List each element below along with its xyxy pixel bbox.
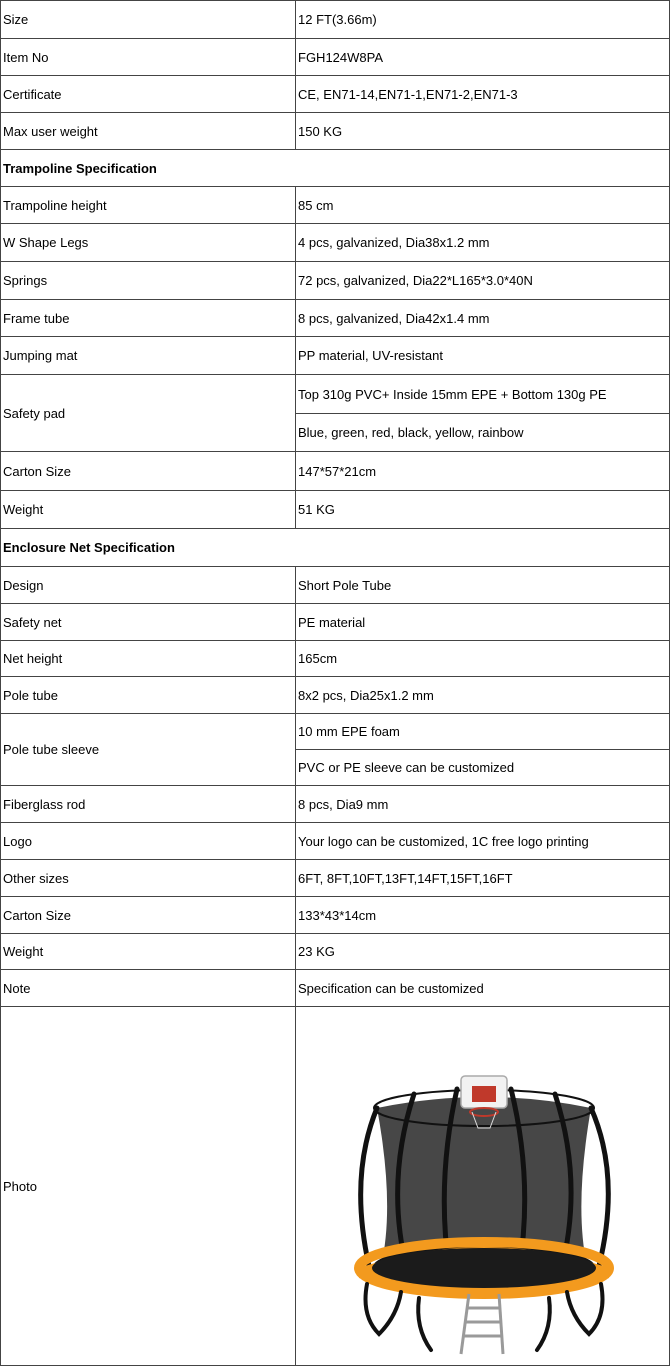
- spec-label: Logo: [1, 823, 296, 860]
- spec-row: [1, 823, 670, 860]
- spec-row: [1, 337, 670, 375]
- spec-label: Size: [1, 1, 296, 39]
- spec-label: Max user weight: [1, 113, 296, 150]
- spec-row: [1, 300, 670, 337]
- section-header-row: [1, 150, 670, 187]
- spec-label: Note: [1, 970, 296, 1007]
- spec-value: Your logo can be customized, 1C free logo printing: [296, 823, 670, 860]
- spec-value: 150 KG: [296, 113, 670, 150]
- spec-value: Top 310g PVC+ Inside 15mm EPE + Bottom 130g PE: [296, 375, 670, 414]
- spec-row: [1, 187, 670, 224]
- spec-label: W Shape Legs: [1, 224, 296, 262]
- spec-label: Jumping mat: [1, 337, 296, 375]
- section-title-enclosure: Enclosure Net Specification: [1, 529, 670, 567]
- photo-row: [1, 1007, 670, 1366]
- spec-label: Net height: [1, 641, 296, 677]
- spec-label: Weight: [1, 491, 296, 529]
- spec-value: PP material, UV-resistant: [296, 337, 670, 375]
- spec-row: [1, 491, 670, 529]
- spec-value: 12 FT(3.66m): [296, 1, 670, 39]
- spec-value: Short Pole Tube: [296, 567, 670, 604]
- spec-label: Pole tube: [1, 677, 296, 714]
- spec-row: [1, 113, 670, 150]
- photo-cell: [296, 1007, 670, 1366]
- spec-label: Pole tube sleeve: [1, 714, 296, 786]
- section-header-row: [1, 529, 670, 567]
- spec-value: CE, EN71-14,EN71-1,EN71-2,EN71-3: [296, 76, 670, 113]
- spec-label: Frame tube: [1, 300, 296, 337]
- spec-row: [1, 567, 670, 604]
- spec-label: Carton Size: [1, 897, 296, 934]
- spec-value: 23 KG: [296, 934, 670, 970]
- spec-value: 147*57*21cm: [296, 452, 670, 491]
- spec-label: Item No: [1, 39, 296, 76]
- spec-row: [1, 1, 670, 39]
- trampoline-image: [339, 1016, 629, 1356]
- spec-value: PVC or PE sleeve can be customized: [296, 750, 670, 786]
- section-title-trampoline: Trampoline Specification: [1, 150, 670, 187]
- spec-value: 72 pcs, galvanized, Dia22*L165*3.0*40N: [296, 262, 670, 300]
- spec-value: 85 cm: [296, 187, 670, 224]
- photo-label: Photo: [1, 1007, 296, 1366]
- spec-value: 8x2 pcs, Dia25x1.2 mm: [296, 677, 670, 714]
- spec-row: [1, 262, 670, 300]
- spec-row: [1, 970, 670, 1007]
- spec-value: 51 KG: [296, 491, 670, 529]
- spec-value: 8 pcs, galvanized, Dia42x1.4 mm: [296, 300, 670, 337]
- spec-row: [1, 641, 670, 677]
- spec-label: Trampoline height: [1, 187, 296, 224]
- spec-row: [1, 786, 670, 823]
- spec-value: 165cm: [296, 641, 670, 677]
- spec-value: 10 mm EPE foam: [296, 714, 670, 750]
- spec-row: [1, 76, 670, 113]
- spec-value: 6FT, 8FT,10FT,13FT,14FT,15FT,16FT: [296, 860, 670, 897]
- spec-row: [1, 934, 670, 970]
- spec-label: Fiberglass rod: [1, 786, 296, 823]
- spec-label: Safety net: [1, 604, 296, 641]
- spec-label: Other sizes: [1, 860, 296, 897]
- spec-row: [1, 224, 670, 262]
- spec-label: Springs: [1, 262, 296, 300]
- spec-label: Weight: [1, 934, 296, 970]
- spec-value: 133*43*14cm: [296, 897, 670, 934]
- spec-row: [1, 714, 670, 750]
- spec-value: PE material: [296, 604, 670, 641]
- spec-row: [1, 860, 670, 897]
- spec-row: [1, 604, 670, 641]
- spec-row: [1, 375, 670, 414]
- spec-label: Carton Size: [1, 452, 296, 491]
- spec-row: [1, 897, 670, 934]
- spec-value: 4 pcs, galvanized, Dia38x1.2 mm: [296, 224, 670, 262]
- spec-label: Certificate: [1, 76, 296, 113]
- spec-value: Specification can be customized: [296, 970, 670, 1007]
- spec-label: Safety pad: [1, 375, 296, 452]
- spec-row: [1, 39, 670, 76]
- spec-value: 8 pcs, Dia9 mm: [296, 786, 670, 823]
- spec-value: FGH124W8PA: [296, 39, 670, 76]
- spec-row: [1, 452, 670, 491]
- spec-value: Blue, green, red, black, yellow, rainbow: [296, 414, 670, 452]
- spec-row: [1, 677, 670, 714]
- spec-label: Design: [1, 567, 296, 604]
